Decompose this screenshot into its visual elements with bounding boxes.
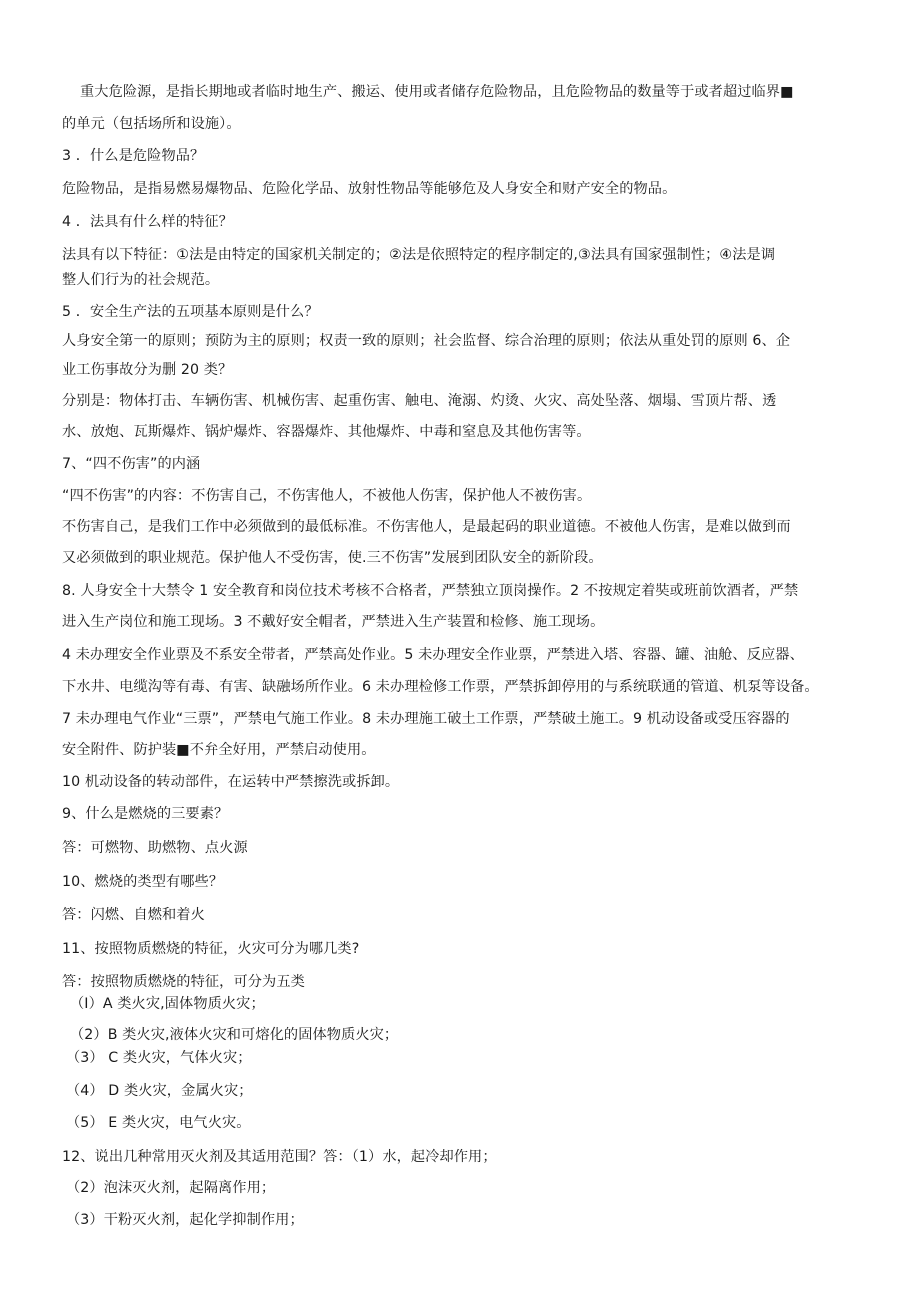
- text-line: 进入生产岗位和施工现场。3 不戴好安全帽者，严禁进入生产装置和检修、施工现场。: [62, 614, 605, 630]
- text-line: 不伤害自己，是我们工作中必须做到的最低标准。不伤害他人，是最起码的职业道德。不被他人伤害，是难以做到而: [62, 519, 791, 535]
- question-heading: 12、说出几种常用灭火剂及其适用范围？答：（1）水，起冷却作用；: [62, 1149, 497, 1165]
- list-item: （3）干粉灭火剂，起化学抑制作用；: [66, 1212, 304, 1228]
- text-line: 人身安全第一的原则；预防为主的原则；权责一致的原则；社会监督、综合治理的原则；依法从重处罚的原则 6、企: [62, 333, 791, 349]
- text-line: 水、放炮、瓦斯爆炸、锅炉爆炸、容器爆炸、其他爆炸、中毒和窒息及其他伤害等。: [62, 424, 591, 440]
- question-heading: 9、什么是燃烧的三要素？: [62, 806, 229, 822]
- question-heading: 10、燃烧的类型有哪些？: [62, 874, 224, 890]
- list-item: （I）A 类火灾,固体物质火灾；: [70, 996, 265, 1012]
- question-heading: 7、“四不伤害”的内涵: [62, 456, 201, 472]
- text-line: 安全附件、防护装■不弁全好用，严禁启动使用。: [62, 742, 376, 758]
- text-line: 4 未办理安全作业票及不系安全带者，严禁高处作业。5 未办理安全作业票，严禁进入塔、容器、罐、油舱、反应器、: [62, 647, 804, 663]
- text-line: 业工伤事故分为删 20 类？: [62, 362, 233, 378]
- text-line: 分别是：物体打击、车辆伤害、机械伤害、起重伤害、触电、淹溺、灼烫、火灾、高处坠落、烟塌、雪顶片帮、透: [62, 393, 777, 409]
- list-item: （5） E 类火灾，电气火灾。: [66, 1115, 251, 1131]
- text-line: 又必须做到的职业规范。保护他人不受伤害，使.三不伤害”发展到团队安全的新阶段。: [62, 550, 603, 566]
- text-line: 8. 人身安全十大禁令 1 安全教育和岗位技术考核不合格者，严禁独立顶岗操作。2 不按规定着奘或班前饮酒者，严禁: [62, 583, 799, 599]
- list-item: （4） D 类火灾，金属火灾；: [66, 1083, 253, 1099]
- text-line: 10 机动设备的转动部件，在运转中严禁擦洗或拆卸。: [62, 774, 400, 790]
- text-line: 的单元（包括场所和设施）。: [62, 116, 241, 132]
- text-line: 整人们行为的社会规范。: [62, 272, 220, 288]
- text-line: 7 未办理电气作业“三票”，严禁电气施工作业。8 未办理施工破土工作票，严禁破土施工。9 机动设备或受压容器的: [62, 711, 790, 727]
- text-line: 下水井、电缆沟等有毒、有害、缺融场所作业。6 未办理检修工作票，严禁拆卸停用的与系统联通的管道、机泵等设备。: [62, 679, 819, 695]
- text-line: 危险物品，是指易燃易爆物品、危险化学品、放射性物品等能够危及人身安全和财产安全的物品。: [62, 181, 677, 197]
- list-item: （3） C 类火灾，气体火灾；: [66, 1050, 252, 1066]
- text-line: 重大危险源，是指长期地或者临时地生产、搬运、使用或者储存危险物品，且危险物品的数量等于或者超过临界■: [80, 84, 794, 100]
- answer-line: 答：按照物质燃烧的特征，可分为五类: [62, 974, 305, 990]
- answer-line: 答：可燃物、助燃物、点火源: [62, 840, 248, 856]
- text-line: “四不伤害”的内容：不伤害自己，不伤害他人，不被他人伤害，保护他人不被伤害。: [62, 488, 592, 504]
- question-heading: 5 ．安全生产法的五项基本原则是什么？: [62, 304, 319, 320]
- list-item: （2）泡沫灭火剂，起隔离作用；: [66, 1180, 276, 1196]
- question-heading: 3 ．什么是危险物品？: [62, 148, 205, 164]
- answer-line: 答：闪燃、自燃和着火: [62, 907, 205, 923]
- question-heading: 4 ．法具有什么样的特征？: [62, 214, 233, 230]
- list-item: （2）B 类火灾,液体火灾和可熔化的固体物质火灾；: [70, 1027, 399, 1043]
- question-heading: 11、按照物质燃烧的特征，火灾可分为哪几类?: [62, 941, 360, 957]
- text-line: 法具有以下特征：①法是由特定的国家机关制定的；②法是依照特定的程序制定的,③法具有国家强制性；④法是调: [62, 247, 776, 263]
